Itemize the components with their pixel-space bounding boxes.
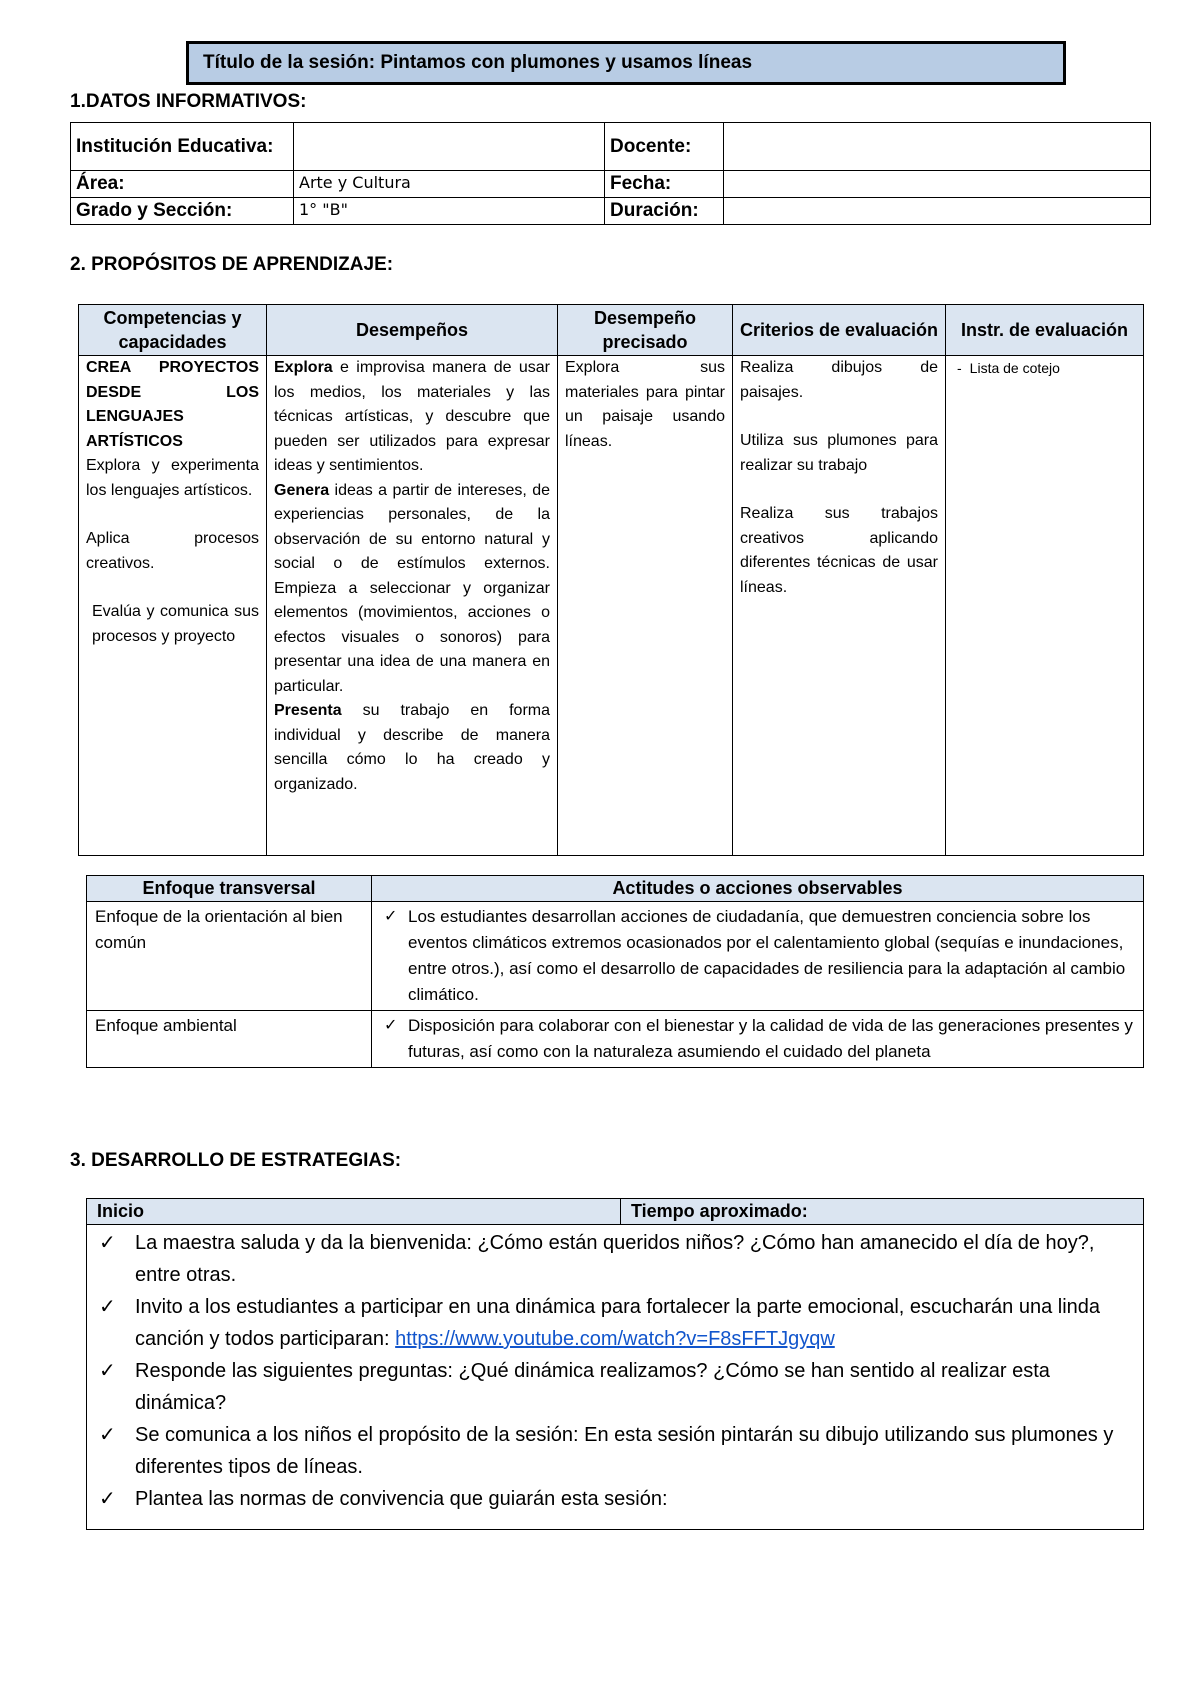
section-3-heading: 3. DESARROLLO DE ESTRATEGIAS:	[70, 1150, 402, 1171]
desempeno-3-text: su trabajo en forma individual y describe de manera sencilla cómo lo ha creado y organizado.	[274, 702, 550, 793]
capacidad-2: Aplica procesos creativos.	[86, 530, 259, 572]
header-criterios: Criterios de evaluación	[733, 305, 946, 356]
estrategias-table	[86, 1198, 1144, 1530]
desempenos-cell	[267, 356, 558, 856]
section-2-heading: 2. PROPÓSITOS DE APRENDIZAJE:	[70, 254, 394, 275]
estrategias-list-cell	[87, 1225, 1144, 1530]
desempeno-1-text: e improvisa manera de usar los medios, los materiales y las técnicas artísticas, y descubre que pueden ser utilizados para expresar ideas y sentimientos.	[274, 359, 550, 474]
capacidad-3: Evalúa y comunica sus procesos y proyecto	[92, 603, 259, 645]
enfoque-1-name: Enfoque de la orientación al bien común	[87, 902, 372, 1011]
check-icon: ✓	[384, 908, 398, 925]
competencia-title: CREA PROYECTOS DESDE LOS LENGUAJES ARTÍSTICOS	[86, 359, 259, 450]
header-actitudes: Actitudes o acciones observables	[372, 876, 1144, 902]
propositos-table	[78, 304, 1144, 856]
competencias-cell	[79, 356, 267, 856]
header-desempenos: Desempeños	[267, 305, 558, 356]
enfoque-2-name: Enfoque ambiental	[87, 1011, 372, 1068]
capacidad-1: Explora y experimenta los lenguajes artísticos.	[86, 457, 259, 499]
area-value: Arte y Cultura	[294, 171, 605, 198]
header-instrumento: Instr. de evaluación	[946, 305, 1144, 356]
desempeno-2-text: ideas a partir de intereses, de experiencias personales, de la observación de su entorno natural y social o de estímulos externos. Empieza a seleccionar y organizar elementos (movimientos, acciones o efectos visuales o sonoros) para presentar una idea de una manera en particular.	[274, 481, 550, 695]
desempeno-3-verb: Presenta	[274, 702, 342, 719]
enfoque-1-actitud: Los estudiantes desarrollan acciones de ciudadanía, que demuestren conciencia sobre los eventos climáticos extremos ocasionados por el calentamiento global (sequías e inundaciones, entre otros.), así como el desarrollo de capacidades de resiliencia para la adaptación al cambio climático.	[408, 907, 1126, 1004]
grado-value: 1° "B"	[294, 198, 605, 225]
estrategia-2: Invito a los estudiantes a participar en una dinámica para fortalecer la parte emocional, escucharán una linda canción y todos participaran:	[135, 1296, 1101, 1350]
estrategia-4: Se comunica a los niños el propósito de la sesión: En esta sesión pintarán su dibujo utilizando sus plumones y diferentes tipos de líneas.	[135, 1424, 1114, 1478]
enfoque-1-actitud-cell	[372, 902, 1144, 1011]
grado-label: Grado y Sección:	[71, 198, 294, 225]
estrategia-3: Responde las siguientes preguntas: ¿Qué dinámica realizamos? ¿Cómo se han sentido al realizar esta dinámica?	[135, 1360, 1050, 1414]
estrategia-1: La maestra saluda y da la bienvenida: ¿Cómo están queridos niños? ¿Cómo han amanecido el día de hoy?, entre otras.	[135, 1232, 1095, 1286]
header-desempeno-precisado: Desempeño precisado	[558, 305, 733, 356]
desempeno-1-verb: Explora	[274, 359, 333, 376]
check-icon: ✓	[99, 1424, 116, 1446]
session-title-value: Pintamos con plumones y usamos líneas	[380, 52, 753, 73]
duracion-value	[724, 198, 1151, 225]
list-item	[95, 1355, 1135, 1419]
criterio-3: Realiza sus trabajos creativos aplicando diferentes técnicas de usar líneas.	[740, 505, 938, 596]
inicio-label: Inicio	[87, 1199, 621, 1225]
instrumento-cell: - Lista de cotejo	[946, 356, 1144, 856]
enfoque-2-actitud: Disposición para colaborar con el bienestar y la calidad de vida de las generaciones presentes y futuras, así como con la naturaleza asumiendo el cuidado del planeta	[408, 1016, 1133, 1061]
datos-table	[70, 122, 1151, 225]
fecha-label: Fecha:	[605, 171, 724, 198]
check-icon: ✓	[99, 1296, 116, 1318]
criterios-cell	[733, 356, 946, 856]
area-label: Área:	[71, 171, 294, 198]
check-icon: ✓	[99, 1360, 116, 1382]
docente-value	[724, 123, 1151, 171]
youtube-link[interactable]: https://www.youtube.com/watch?v=F8sFFTJgyqw	[395, 1328, 835, 1350]
header-competencias: Competencias y capacidades	[79, 305, 267, 356]
instrumento-value: Lista de cotejo	[969, 360, 1060, 376]
criterio-2: Utiliza sus plumones para realizar su trabajo	[740, 432, 938, 474]
check-icon: ✓	[384, 1017, 398, 1034]
estrategia-5: Plantea las normas de convivencia que guiarán esta sesión:	[135, 1488, 668, 1510]
criterio-1: Realiza dibujos de paisajes.	[740, 359, 938, 401]
enfoques-table	[86, 875, 1144, 1068]
list-item	[95, 1227, 1135, 1291]
check-icon: ✓	[99, 1488, 116, 1510]
session-title-label: Título de la sesión:	[203, 52, 376, 73]
list-item	[95, 1291, 1135, 1355]
tiempo-label: Tiempo aproximado:	[621, 1199, 1144, 1225]
enfoque-2-actitud-cell	[372, 1011, 1144, 1068]
docente-label: Docente:	[605, 123, 724, 171]
desempeno-2-verb: Genera	[274, 481, 330, 499]
institucion-value	[294, 123, 605, 171]
fecha-value	[724, 171, 1151, 198]
header-enfoque: Enfoque transversal	[87, 876, 372, 902]
check-icon: ✓	[99, 1232, 116, 1254]
precisado-cell: Explora sus materiales para pintar un paisaje usando líneas.	[558, 356, 733, 856]
section-1-heading: 1.DATOS INFORMATIVOS:	[70, 91, 307, 112]
list-item	[95, 1483, 1135, 1515]
duracion-label: Duración:	[605, 198, 724, 225]
session-title-box	[186, 41, 1066, 85]
list-item	[95, 1419, 1135, 1483]
institucion-label: Institución Educativa:	[71, 123, 294, 171]
